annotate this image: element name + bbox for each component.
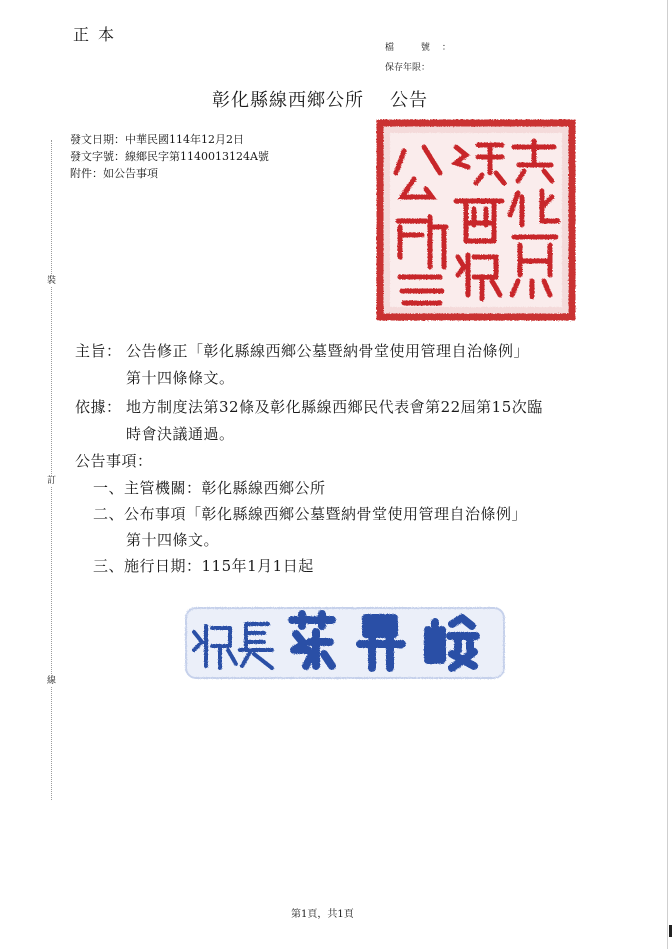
official-seal-stamp [374, 117, 580, 325]
binding-dotted-line [51, 140, 52, 800]
meta-block [385, 38, 463, 78]
subject-line-1: 公告修正「彰化縣線西鄉公墓暨納骨堂使用管理自治條例」 [126, 342, 530, 360]
copy-label: 正本 [73, 25, 124, 44]
binding-char-xian: 線 [47, 676, 57, 686]
notice-item-3: 三、施行日期：115年1月1日起 [93, 557, 314, 575]
notice-item-1: 一、主管機關：彰化縣線西鄉公所 [93, 479, 326, 497]
page-number-footer: 第1頁，共1頁 [291, 909, 354, 920]
document-title [212, 86, 428, 112]
notice-heading: 公告事項： [75, 452, 153, 470]
issue-attachment: 附件：如公告事項 [70, 167, 158, 180]
file-number-row [385, 38, 463, 58]
issue-date: 發文日期：中華民國114年12月2日 [70, 133, 244, 146]
title-doc-type: 公告 [390, 90, 428, 111]
binding-line [47, 0, 57, 949]
basis-line-1: 地方制度法第32條及彰化縣線西鄉民代表會第22屆第15次臨 [126, 398, 543, 416]
subject-label: 主旨： [75, 342, 122, 360]
file-number-label: 檔 號： [385, 43, 463, 53]
issue-ref-number: 發文字號：線鄉民字第1140013124A號 [70, 150, 269, 163]
title-agency: 彰化縣線西鄉公所 [212, 90, 364, 111]
basis-label: 依據： [75, 398, 122, 416]
binding-char-ding: 訂 [47, 476, 57, 486]
notice-item-2-line-2: 第十四條文。 [126, 531, 220, 549]
issue-info [70, 131, 269, 182]
binding-char-zhuang: 裝 [47, 276, 57, 286]
retention-label: 保存年限： [385, 63, 431, 73]
signature-stamp [180, 600, 510, 686]
basis-line-2: 時會決議通過。 [126, 425, 235, 443]
retention-row [385, 58, 463, 78]
notice-item-2-line-1: 二、公布事項「彰化縣線西鄉公墓暨納骨堂使用管理自治條例」 [93, 505, 528, 523]
subject-line-2: 第十四條條文。 [126, 369, 235, 387]
